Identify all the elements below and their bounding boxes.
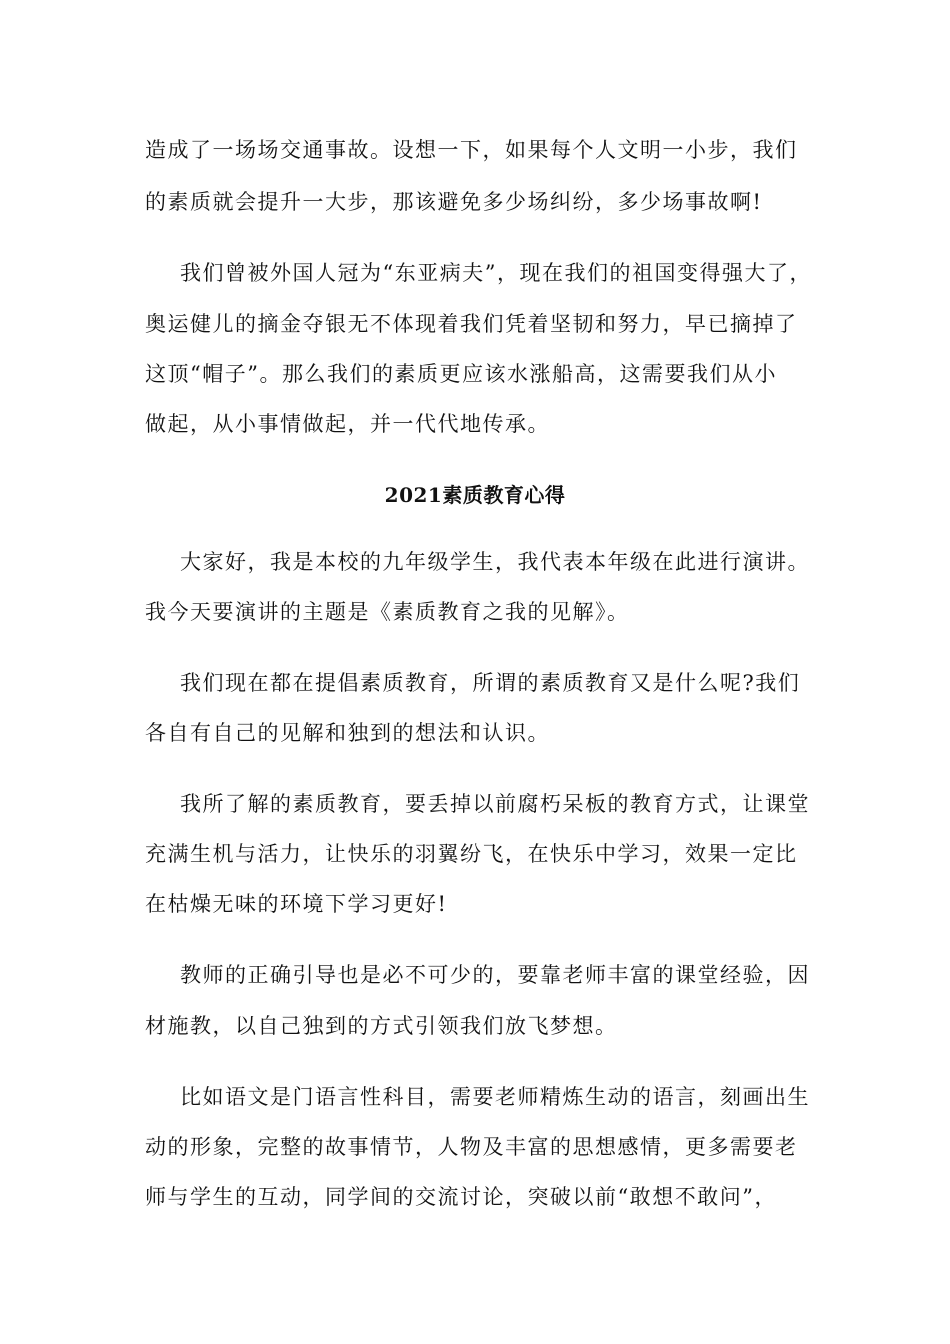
text-line: 师与学生的互动，同学间的交流讨论，突破以前“敢想不敢问”， xyxy=(145,1185,777,1209)
paragraph-first-line: 我所了解的素质教育，要丢掉以前腐朽呆板的教育方式，让课堂 xyxy=(180,792,810,816)
paragraph-first-line: 比如语文是门语言性科目，需要老师精炼生动的语言，刻画出生 xyxy=(180,1085,810,1109)
text-line: 这顶“帽子”。那么我们的素质更应该水涨船高，这需要我们从小 xyxy=(145,362,777,386)
text-line: 的素质就会提升一大步，那该避免多少场纠纷，多少场事故啊! xyxy=(145,190,763,214)
text-line: 在枯燥无味的环境下学习更好! xyxy=(145,892,448,916)
paragraph-first-line: 教师的正确引导也是必不可少的，要靠老师丰富的课堂经验，因 xyxy=(180,963,810,987)
text-line: 造成了一场场交通事故。设想一下，如果每个人文明一小步，我们 xyxy=(145,138,798,162)
paragraph-first-line: 大家好，我是本校的九年级学生，我代表本年级在此进行演讲。 xyxy=(180,550,810,574)
section-heading: 2021素质教育心得 xyxy=(384,483,566,507)
paragraph-first-line: 我们曾被外国人冠为“东亚病夫”，现在我们的祖国变得强大了， xyxy=(180,261,812,285)
text-line: 我今天要演讲的主题是《素质教育之我的见解》。 xyxy=(145,600,630,624)
paragraph-first-line: 我们现在都在提倡素质教育，所谓的素质教育又是什么呢?我们 xyxy=(180,671,801,695)
text-line: 材施教，以自己独到的方式引领我们放飞梦想。 xyxy=(145,1014,618,1038)
text-line: 动的形象，完整的故事情节，人物及丰富的思想感情，更多需要老 xyxy=(145,1135,798,1159)
text-line: 做起，从小事情做起，并一代代地传承。 xyxy=(145,412,550,436)
text-line: 奥运健儿的摘金夺银无不体现着我们凭着坚韧和努力，早已摘掉了 xyxy=(145,312,798,336)
text-line: 各自有自己的见解和独到的想法和认识。 xyxy=(145,721,550,745)
text-line: 充满生机与活力，让快乐的羽翼纷飞，在快乐中学习，效果一定比 xyxy=(145,842,798,866)
